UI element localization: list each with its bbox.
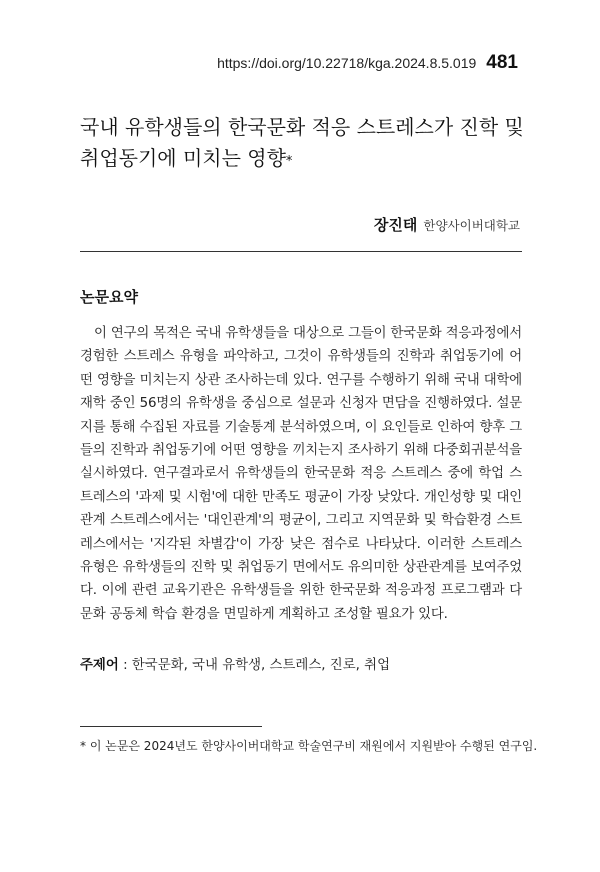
keywords-separator: : [118, 658, 132, 673]
keywords-line [80, 654, 522, 673]
footnote: * 이 논문은 2024년도 한양사이버대학교 학술연구비 재원에서 지원받아 수행된 연구임. [80, 739, 538, 753]
keywords-values: 한국문화, 국내 유학생, 스트레스, 진로, 취업 [131, 658, 391, 673]
author-block [374, 214, 520, 235]
page-number: 481 [486, 52, 518, 73]
paper-title [80, 112, 530, 177]
author-name: 장진태 [373, 216, 418, 234]
abstract-heading: 논문요약 [80, 288, 138, 306]
doi-link[interactable]: https://doi.org/10.22718/kga.2024.8.5.019 [217, 55, 477, 71]
header-divider [80, 251, 522, 252]
running-header [217, 52, 518, 74]
footnote-divider [80, 726, 262, 727]
author-affiliation: 한양사이버대학교 [423, 218, 520, 233]
paper-title-text: 국내 유학생들의 한국문화 적응 스트레스가 진학 및 취업동기에 미치는 영향 [80, 115, 524, 170]
abstract-body: 이 연구의 목적은 국내 유학생들을 대상으로 그들이 한국문화 적응과정에서 경험한 스트레스 유형을 파악하고, 그것이 유학생들의 진학과 취업동기에 어떤 영향을 미치는지 상관 조사하는데 있다. 연구를 수행하기 위해 국내 대학에 재학 중인 56명의 유학생을 중심으로 설문과 신청자 면담을 진행하였다. 설문지를 통해 수집된 자료를 기술통계 분석하였으며, 이 요인들로 인하여 향후 그들의 진학과 취업동기에 어떤 영향을 끼치는지 조사하기 위해 다중회귀분석을 실시하였다. 연구결과로서 유학생들의 한국문화 적응 스트레스 중에 학업 스트레스의 '과제 및 시험'에 대한 만족도 평균이 가장 낮았다. 개인성향 및 대인관계 스트레스에서는 '대인관계'의 평균이, 그리고 지역문화 및 학습환경 스트레스에서는 '지각된 차별감'이 가장 낮은 점수로 나타났다. 이러한 스트레스 유형은 유학생들의 진학 및 취업동기 면에서도 유의미한 상관관계를 보여주었다. 이에 관련 교육기관은 유학생들을 위한 한국문화 적응과정 프로그램과 다문화 공동체 학습 환경을 면밀하게 계획하고 조성할 필요가 있다. [80, 326, 522, 622]
title-footnote-mark: * [285, 154, 293, 169]
keywords-label: 주제어 [80, 658, 119, 673]
